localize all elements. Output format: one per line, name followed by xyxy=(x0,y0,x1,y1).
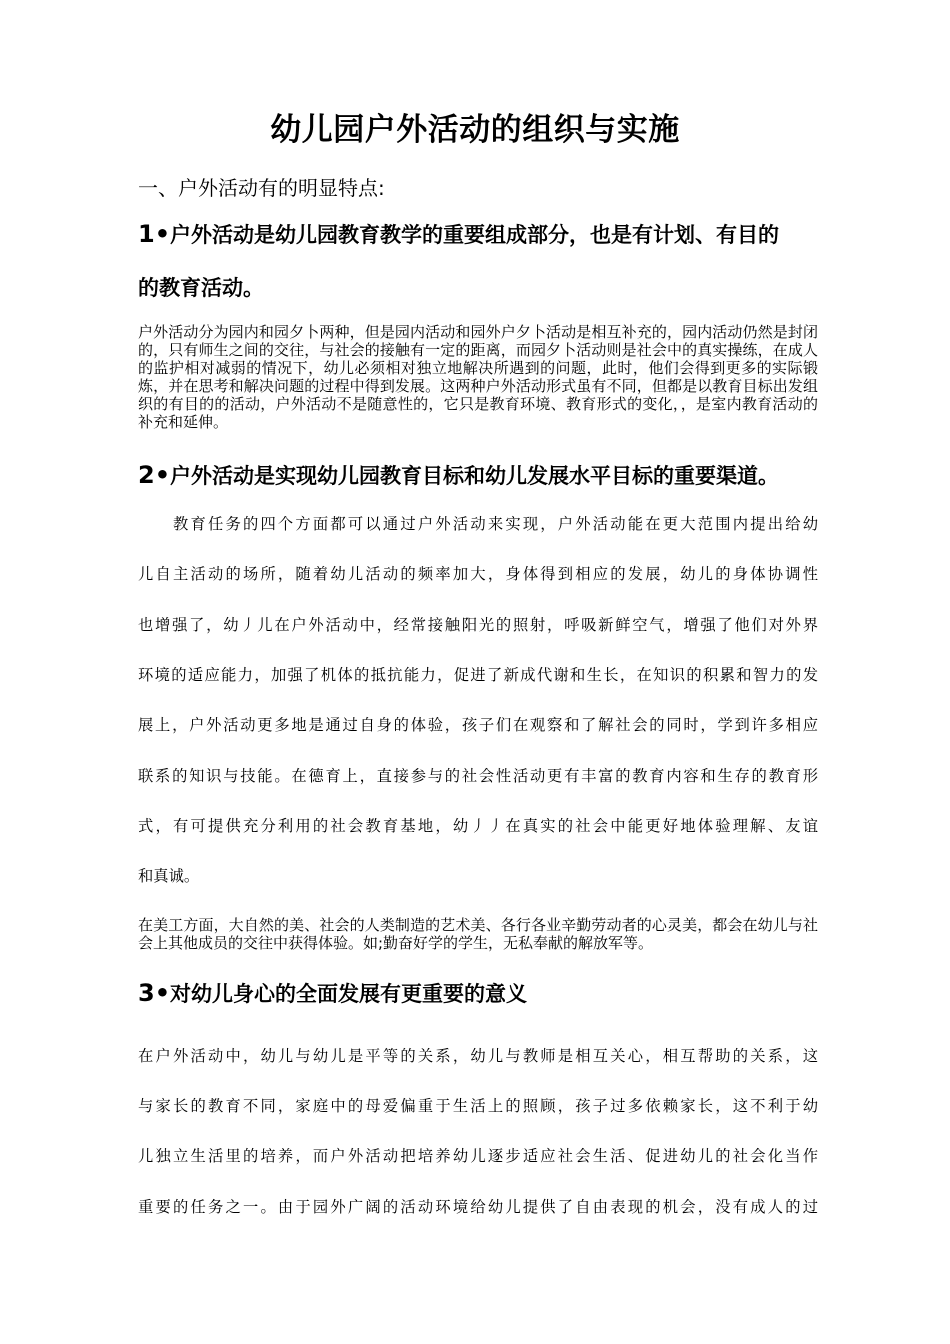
section2-line: 展上，户外活动更多地是通过自身的体验，孩子们在观察和了解社会的同时，学到许多相应 xyxy=(138,716,818,734)
section3-title: 对幼儿身心的全面发展有更重要的意义 xyxy=(170,982,528,1006)
section2-line: 环境的适应能力，加强了机体的抵抗能力，促进了新成代谢和生长，在知识的积累和智力的发 xyxy=(138,666,818,684)
section3-line: 与家长的教育不同，家庭中的母爱偏重于生活上的照顾，孩子过多依赖家长，这不利于幼 xyxy=(138,1097,818,1115)
section2-line: 式，有可提供充分利用的社会教育基地，幼丿丿在真实的社会中能更好地体验理解、友谊 xyxy=(138,817,818,835)
section2-line: 教育任务的四个方面都可以通过户外活动来实现，户外活动能在更大范围内提出给幼 xyxy=(138,515,818,533)
section3-number: 3• xyxy=(138,979,171,1007)
heading-section-one: 一、户外活动有的明显特点: xyxy=(138,176,385,200)
section2-number: 2• xyxy=(138,461,171,489)
section1-heading xyxy=(138,219,779,249)
section3-line: 在户外活动中，幼儿与幼儿是平等的关系，幼儿与教师是相互关心，相互帮助的关系，这 xyxy=(138,1047,818,1065)
section2-line: 和真诚。 xyxy=(138,867,200,885)
section3-line: 重要的任务之一。由于园外广阔的活动环境给幼儿提供了自由表现的机会，没有成人的过 xyxy=(138,1198,818,1216)
section2-line: 联系的知识与技能。在德育上，直接参与的社会性活动更有丰富的教育内容和生存的教育形 xyxy=(138,767,818,785)
section2-heading xyxy=(138,460,779,490)
section3-line: 儿独立生活里的培养，而户外活动把培养幼儿逐步适应社会生活、促进幼儿的社会化当作 xyxy=(138,1147,818,1165)
page-title: 幼儿园户外活动的组织与实施 xyxy=(270,112,680,148)
section1-number: 1• xyxy=(138,220,171,248)
section2-line: 儿自主活动的场所，随着幼儿活动的频率加大，身体得到相应的发展，幼儿的身体协调性 xyxy=(138,565,818,583)
section1-title-line1: 户外活动是幼儿园教育教学的重要组成部分，也是有计划、有目的 xyxy=(170,223,780,247)
section2-title: 户外活动是实现幼儿园教育目标和幼儿发展水平目标的重要渠道。 xyxy=(170,464,780,488)
section3-heading xyxy=(138,978,527,1008)
section1-paragraph: 户外活动分为园内和园夕卜两种，但是园内活动和园外户夕卜活动是相互补充的，园内活动仍然是封闭的，只有师生之间的交往，与社会的接触有一定的距离，而园夕卜活动则是社会中的真实操练，在成人的监护相对减弱的情况下，幼儿必须相对独立地解决所遇到的问题，此时，他们会得到更多的实际锻炼，并在思考和解决问题的过程中得到发展。这两种户外活动形式虽有不同，但都是以教育目标出发组织的有目的的活动，户外活动不是随意性的，它只是教育环境、教育形式的变化，，是室内教育活动的补充和延伸。 xyxy=(138,323,818,431)
section2-paragraph-arts: 在美工方面，大自然的美、社会的人类制造的艺术美、各行各业辛勤劳动者的心灵美，都会在幼儿与社会上其他成员的交往中获得体验。如;勤奋好学的学生，无私奉献的解放军等。 xyxy=(138,916,818,952)
section1-heading-continued: 的教育活动。 xyxy=(138,276,264,300)
section2-line: 也增强了，幼丿儿在户外活动中，经常接触阳光的照射，呼吸新鲜空气，增强了他们对外界 xyxy=(138,616,818,634)
